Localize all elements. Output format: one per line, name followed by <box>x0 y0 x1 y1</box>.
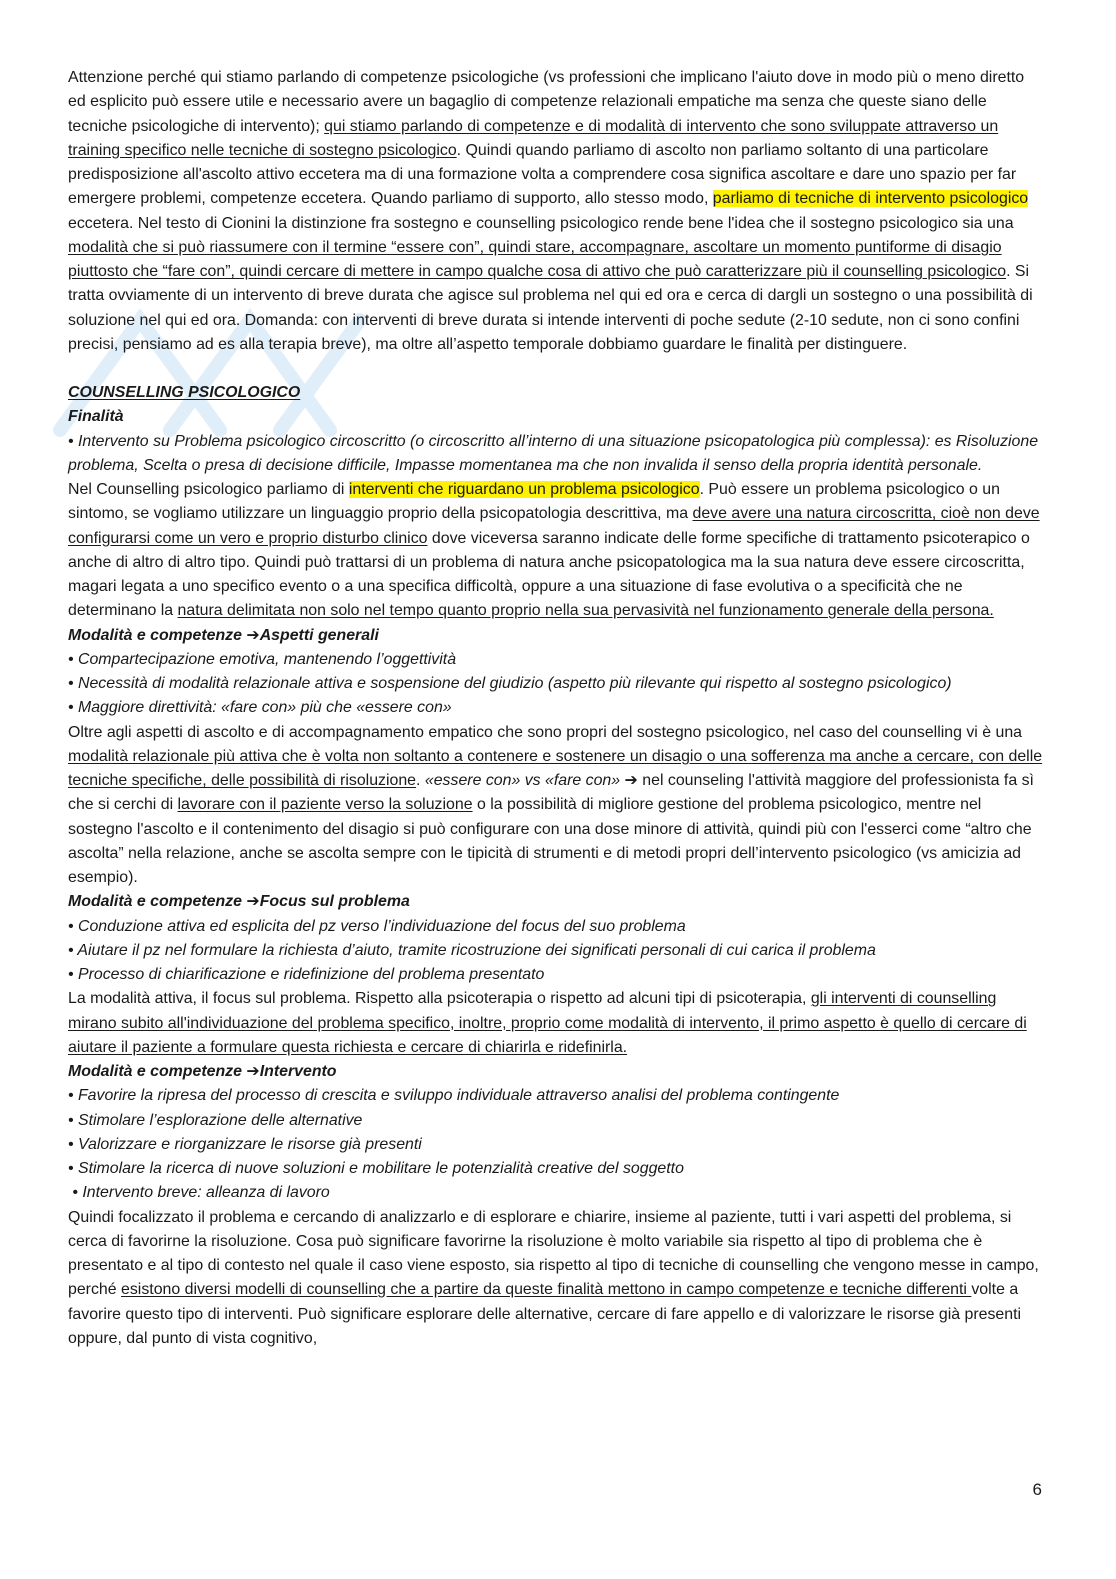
list-item: • Valorizzare e riorganizzare le risorse già presenti <box>68 1135 422 1153</box>
list-item: • Conduzione attiva ed esplicita del pz verso l’individuazione del focus del suo problema <box>68 917 686 935</box>
underlined-text: deve avere una natura circoscritta, cioè non deve configurarsi come un vero e proprio disturbo clinico <box>68 505 1040 547</box>
underlined-text: qui stiamo parlando di competenze e di modalità di intervento che sono sviluppate attraverso un training specifico nelle tecniche di sostegno psicologico <box>68 117 999 159</box>
finalita-paragraph: Nel Counselling psicologico parliamo di interventi che riguardano un problema psicologico. Può essere un problema psicologico o un sintomo, se vogliamo utilizzare un linguaggio proprio della psicopatologia descrittiva, ma deve avere una natura circoscritta, cioè non deve configurarsi come un vero e proprio disturbo clinico dove viceversa saranno indicate delle forme specifiche di trattamento psicoterapico o anche di altro di altro tipo. Quindi può trattarsi di un problema di natura anche psicopatologica ma la sua natura deve essere circoscritta, magari legata a uno specifico evento o a una specifica difficoltà, oppure a una situazione di fase evolutiva o a specificità che ne determinano la natura delimitata non solo nel tempo quanto proprio nella sua pervasività nel funzionamento generale della persona. <box>68 481 1040 620</box>
list-item: • Intervento breve: alleanza di lavoro <box>68 1184 330 1202</box>
focus-heading: Modalità e competenze ➔Focus sul problema <box>68 893 410 911</box>
arrow-right-icon: ➔ <box>246 893 260 911</box>
list-item: • Aiutare il pz nel formulare la richiesta d’aiuto, tramite ricostruzione dei significati personali di cui carica il problema <box>68 941 876 959</box>
intervento-heading: Modalità e competenze ➔Intervento <box>68 1063 337 1080</box>
intervento-paragraph: Quindi focalizzato il problema e cercando di analizzarlo e di esplorare e chiarire, insieme al paziente, tutti i vari aspetti del problema, si cerca di favorirne la risoluzione. Cosa può significare favorirne la risoluzione è molto variabile sia rispetto al tipo di problema che è presentato e al tipo di contesto nel quale il caso viene esposto, sia rispetto al tipo di tecniche di counselling che vengono messe in campo, perché esistono diversi modelli di counselling che a partire da queste finalità mettono in campo competenze e tecniche differenti volte a favorire questo tipo di interventi. Può significare esplorare delle alternative, cercare di fare appello e di valorizzare le risorse già presenti oppure, dal punto di vista cognitivo, <box>68 1208 1039 1347</box>
finalita-bullet: • Intervento su Problema psicologico circoscritto (o circoscritto all’interno di una situazione psicopatologica più complessa): es Risoluzione problema, Scelta o presa di decisione difficile, Impasse momentanea ma che non invalida il senso della propria identità personale. <box>68 432 1039 474</box>
highlighted-text: interventi che riguardano un problema psicologico <box>348 481 700 498</box>
list-item: • Stimolare la ricerca di nuove soluzioni e mobilitare le potenzialità creative del soggetto <box>68 1160 684 1177</box>
underlined-text: modalità che si può riassumere con il termine “essere con”, quindi stare, accompagnare, ascoltare un momento puntiforme di disagio piuttosto che “fare con”, quindi cercare di mettere in campo qualche cosa di attivo che può caratterizzare più il counselling psicologico <box>68 238 1007 280</box>
arrow-right-icon: ➔ <box>246 626 260 644</box>
page-number: 6 <box>1032 1480 1042 1499</box>
highlighted-text: parliamo di tecniche di intervento psicologico <box>712 190 1029 208</box>
underlined-text: lavorare con il paziente verso la soluzione <box>177 796 473 814</box>
list-item: • Favorire la ripresa del processo di crescita e sviluppo individuale attraverso analisi del problema contingente <box>68 1087 840 1105</box>
generali-heading: Modalità e competenze ➔Aspetti generali <box>68 626 379 644</box>
section-title: COUNSELLING PSICOLOGICO <box>68 384 301 401</box>
arrow-right-icon: ➔ <box>246 1063 260 1080</box>
generali-paragraph: Oltre agli aspetti di ascolto e di accompagnamento empatico che sono propri del sostegno psicologico, nel caso del counselling vi è una modalità relazionale più attiva che è volta non soltanto a contenere e sostenere un disagio o una sofferenza ma anche a cercare, con delle tecniche specifiche, delle possibilità di risoluzione. «essere con» vs «fare con» ➔ nel counseling l'attività maggiore del professionista fa sì che si cerchi di lavorare con il paziente verso la soluzione o la possibilità di migliore gestione del problema psicologico, mentre nel sostegno l'ascolto e il contenimento del disagio si può configurare con una dose minore di attività, quindi più con l'esserci come “altro che ascolta” nella relazione, anche se ascolta sempre con le tipicità di strumenti e di metodi propri dell’intervento psicologico (vs amicizia ad esempio). <box>68 723 1043 886</box>
underlined-text: modalità relazionale più attiva che è volta non soltanto a contenere e sostenere un disagio o una sofferenza ma anche a cercare, con delle tecniche specifiche, delle possibilità di risoluzione <box>68 747 1043 789</box>
arrow-right-icon: ➔ <box>624 772 638 789</box>
list-item: • Processo di chiarificazione e ridefinizione del problema presentato <box>68 966 545 983</box>
intro-paragraph: Attenzione perché qui stiamo parlando di competenze psicologiche (vs professioni che implicano l'aiuto dove in modo più o meno diretto ed esplicito può essere utile e necessario avere un bagaglio di competenze relazionali empatiche ma senza che queste siano delle tecniche psicologiche di intervento); qui stiamo parlando di competenze e di modalità di intervento che sono sviluppate attraverso un training specifico nelle tecniche di sostegno psicologico. Quindi quando parliamo di ascolto non parliamo soltanto di una particolare predisposizione all'ascolto attivo eccetera ma di una formazione volta a comprendere cosa significa ascoltare e dare uno spazio per far emergere problemi, competenze eccetera. Quando parliamo di supporto, allo stesso modo, parliamo di tecniche di intervento psicologico eccetera. Nel testo di Cionini la distinzione fra sostegno e counselling psicologico rende bene l'idea che il sostegno psicologico sia una modalità che si può riassumere con il termine “essere con”, quindi stare, accompagnare, ascoltare un momento puntiforme di disagio piuttosto che “fare con”, quindi cercare di mettere in campo qualche cosa di attivo che può caratterizzare più il counselling psicologico. Si tratta ovviamente di un intervento di breve durata che agisce sul problema nel qui ed ora e cerca di dargli un sostegno o una possibilità di soluzione nel qui ed ora. Domanda: con interventi di breve durata si intende interventi di poche sedute (2-10 sedute, non ci sono confini precisi, pensiamo ad es alla terapia breve), ma oltre all’aspetto temporale dobbiamo guardare le finalità per distinguere. <box>68 69 1033 353</box>
finalita-heading: Finalità <box>68 408 124 426</box>
list-item: • Necessità di modalità relazionale attiva e sospensione del giudizio (aspetto più rilevante qui rispetto al sostegno psicologico) <box>68 675 952 692</box>
list-item: • Maggiore direttività: «fare con» più che «essere con» <box>68 699 452 717</box>
underlined-text: gli interventi di counselling mirano subito all'individuazione del problema specifico, inoltre, proprio come modalità di intervento, il primo aspetto è quello di cercare di aiutare il paziente a formulare questa richiesta e cercare di chiarirla e ridefinirla. <box>68 990 1027 1056</box>
list-item: • Compartecipazione emotiva, mantenendo l’oggettività <box>68 650 457 668</box>
underlined-text: esistono diversi modelli di counselling che a partire da queste finalità mettono in campo competenze e tecniche differenti <box>121 1281 972 1299</box>
focus-paragraph: La modalità attiva, il focus sul problema. Rispetto alla psicoterapia o rispetto ad alcuni tipi di psicoterapia, gli interventi di counselling mirano subito all'individuazione del problema specifico, inoltre, proprio come modalità di intervento, il primo aspetto è quello di cercare di aiutare il paziente a formulare questa richiesta e cercare di chiarirla e ridefinirla. <box>68 990 1027 1056</box>
underlined-text: natura delimitata non solo nel tempo quanto proprio nella sua pervasività nel funzionamento generale della persona. <box>177 602 994 620</box>
document-page <box>68 66 1043 1351</box>
list-item: • Stimolare l’esplorazione delle alternative <box>68 1111 363 1129</box>
